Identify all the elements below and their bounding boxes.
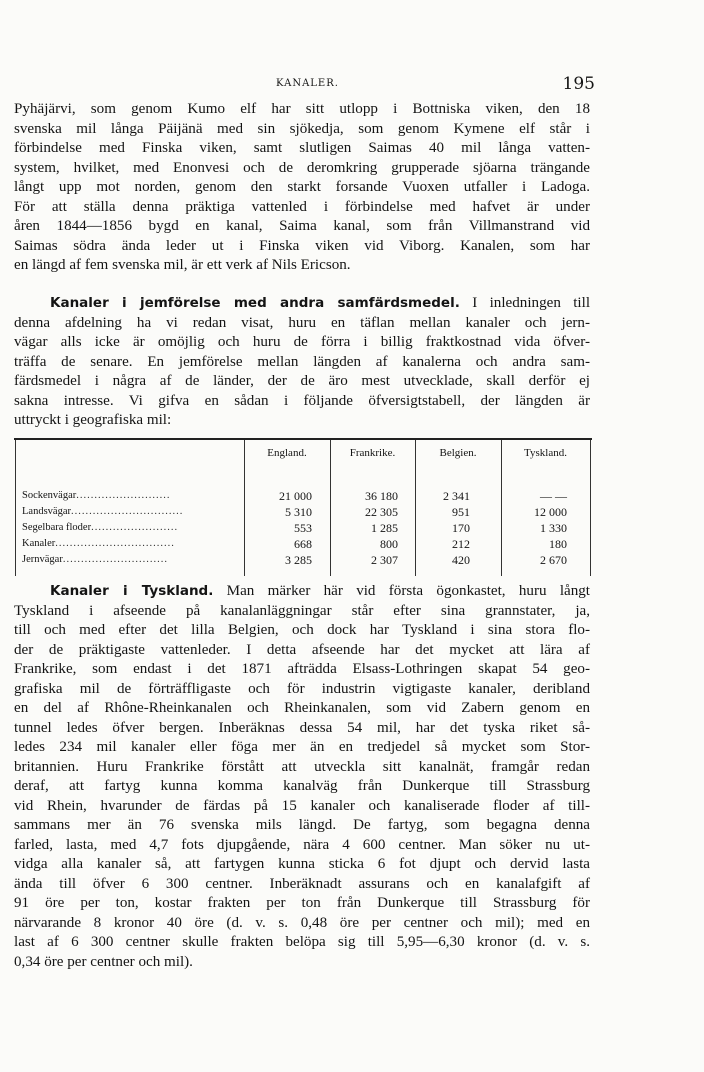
table-cell: 1 285: [371, 521, 398, 535]
section-heading: Kanaler i jemförelse med andra samfärdsmedel.: [50, 295, 460, 311]
text-line: vägar alls icke är omöjlig och huru de förra i billig fraktkostnad vida öfver-: [14, 334, 590, 350]
text-line: uttryckt i geografiska mil:: [14, 412, 172, 428]
row-label: Jernvägar.............................: [22, 554, 168, 565]
text-line: långt upp mot norden, genom den starkt forsande Vuoxen utfaller i Ladoga.: [14, 179, 590, 195]
text-line: 0,34 öre per centner och mil).: [14, 953, 193, 970]
comparison-table: [14, 438, 592, 576]
text-line: åren 1844—1856 bygd en kanal, Saima kanal, som från Villmanstrand vid: [14, 218, 590, 234]
text-line: vid Rhein, hvarunder de färdas på 15 kanaler och kanaliserade floder af till-: [14, 797, 590, 814]
table-cell: 2 307: [371, 553, 398, 567]
paragraph-germany: [14, 582, 590, 972]
table-cell: 21 000: [279, 489, 312, 503]
text-line: en längd af fem svenska mil, är ett verk af Nils Ericson.: [14, 257, 351, 273]
table-cell: 22 305: [365, 505, 398, 519]
table-cell: 180: [549, 537, 567, 551]
text-line: förbindelse med Finska viken, samt slutligen Saimas 40 mil långa vatten-: [14, 140, 590, 156]
text-line: sakna intresse. Vi gifva en sådan i följande öfversigtstabell, der längden är: [14, 392, 590, 409]
column-header: England.: [267, 447, 307, 459]
text-line: en del af Rhône-Rheinkanalen och Rheinkanalen, som vid Zabern genom en: [14, 700, 590, 716]
text-line: Tyskland i afseende på kanalanläggningar står efter sina grannstater, ja,: [14, 602, 590, 619]
text-line: deraf, att fartyg kunna komma kanalväg från Dunkerque till Strassburg: [14, 778, 590, 794]
paragraph-continuation: [14, 100, 590, 276]
table-cell: 5 310: [285, 505, 312, 519]
table-cell: 800: [380, 537, 398, 551]
text-line: närvarande 8 kronor 40 öre (d. v. s. 0,48 öre per centner och mil); med en: [14, 914, 590, 931]
text-line: system, hvilket, med Enonvesi och de deromkring grupperade sjöarna trängande: [14, 159, 590, 176]
text-line: britannien. Huru Frankrike förstått att utveckla sitt kanalnät, framgår redan: [14, 758, 590, 775]
text-line: till och med efter det lilla Belgien, och dock har Tyskland i sina stora flo-: [14, 622, 590, 638]
text-line: 91 öre per ton, kostar frakten per ton från Dunkerque till Strassburg för: [14, 895, 590, 911]
running-title: KANALER.: [276, 78, 339, 89]
table-cell: 668: [294, 537, 312, 551]
table-cell: 170: [452, 521, 470, 535]
text-line: tunnel ledes öfver bergen. Inberäknas dessa 54 mil, har det tyska riket så-: [14, 719, 590, 736]
text-fragment: I inledningen till: [472, 295, 591, 311]
text-line: grafiska mil de förträffligaste och för industrin vigtigaste kanaler, deribland: [14, 680, 590, 697]
text-line: färdsmedel i några af de länder, der de äro mest utvecklade, skall derför ej: [14, 373, 590, 389]
table-cell: 36 180: [365, 489, 398, 503]
table-cell: 12 000: [534, 505, 567, 519]
text-line: träffa de senare. En jemförelse mellan längden af kanalerna och andra sam-: [14, 353, 590, 370]
row-label: Sockenvägar..........................: [22, 490, 171, 501]
table-cell: 2 670: [540, 553, 567, 567]
text-line: vidga alla kanaler så, att fartygen kunna sticka 6 fot djupt och dervid lasta: [14, 856, 590, 872]
table-cell: — —: [540, 489, 567, 503]
table-cell: 420: [452, 553, 470, 567]
paragraph-comparison: [14, 294, 590, 431]
text-line: För att ställa denna präktiga vattenled i förbindelse med hafvet är under: [14, 198, 590, 215]
text-line: ledes 234 mil kanaler eller föga mer än en tredjedel så mycket som Stor-: [14, 739, 590, 755]
column-header: Frankrike.: [349, 447, 396, 459]
table-top-rule: [14, 438, 592, 440]
table-border: [590, 440, 591, 576]
text-line: sammans mer än 76 svenska mils längd. De fartyg, som begagna denna: [14, 817, 590, 833]
text-line: der de präktigaste vattenleder. I detta afseende har det mycket att lära af: [14, 641, 590, 658]
table-cell: 3 285: [285, 553, 312, 567]
column-header: Tyskland.: [524, 447, 567, 459]
text-line: Saimas södra ända leder ut i Finska viken vid Viborg. Kanalen, som har: [14, 237, 590, 254]
page-number: 195: [562, 74, 595, 94]
page-header: [20, 74, 595, 94]
section-heading: Kanaler i Tyskland.: [50, 583, 214, 599]
table-cell: 553: [294, 521, 312, 535]
text-line: svenska mil långa Päijänä med sin sjökedja, som genom Kymene elf står i: [14, 120, 590, 137]
table-cell: 951: [452, 505, 470, 519]
table-cell: 1 330: [540, 521, 567, 535]
text-line: [14, 582, 590, 602]
row-label: Segelbara floder........................: [22, 522, 179, 533]
text-fragment: Man märker här vid första ögonkastet, huru långt: [226, 583, 591, 599]
text-line: Frankrike, som endast i det 1871 afträdda Elsass-Lothringen skapat 54 geo-: [14, 661, 590, 677]
text-line: [14, 294, 590, 314]
table-cell: 212: [452, 537, 470, 551]
table-border: [15, 440, 16, 576]
text-line: last af 6 300 centner skulle frakten belöpa sig till 5,95—6,30 kronor (d. v. s.: [14, 934, 590, 950]
row-label: Kanaler.................................: [22, 538, 175, 549]
text-line: ända till öfver 6 300 centner. Inberäknadt assurans och en kanalafgift af: [14, 875, 590, 892]
column-header: Belgien.: [439, 447, 477, 459]
text-line: Pyhäjärvi, som genom Kumo elf har sitt utlopp i Bottniska viken, den 18: [14, 101, 590, 117]
text-line: farled, lasta, med 4,7 fots djupgående, nära 4 600 centner. Man söker nu ut-: [14, 836, 590, 853]
row-label: Landsvägar...............................: [22, 506, 184, 517]
text-line: denna afdelning ha vi redan visat, huru en täflan mellan kanaler och jern-: [14, 314, 590, 331]
table-cell: 2 341: [443, 489, 470, 503]
